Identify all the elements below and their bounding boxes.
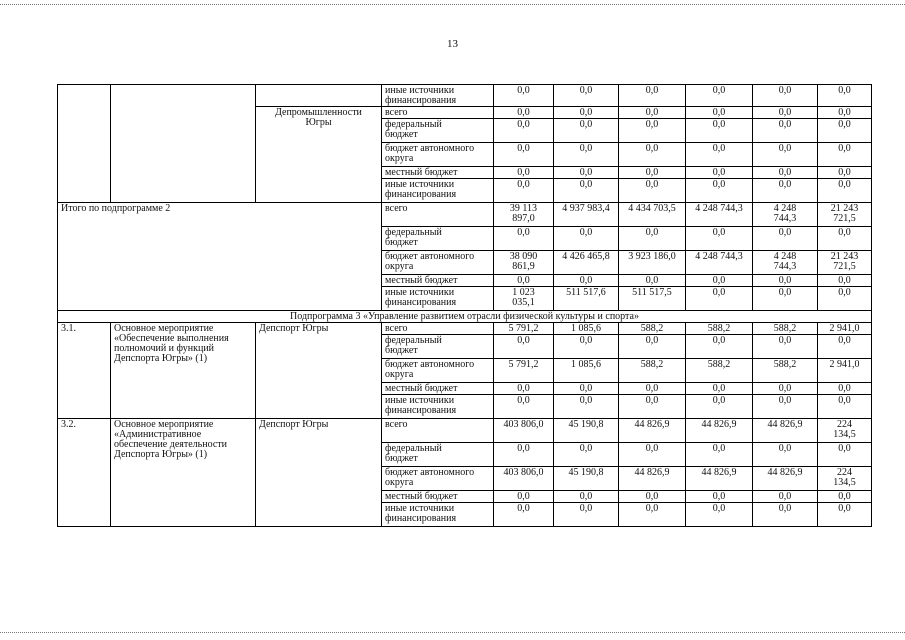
scan-edge-top xyxy=(0,4,905,6)
value-cell: 0,0 xyxy=(619,179,686,203)
value-cell: 0,0 xyxy=(753,275,818,287)
value-cell: 0,0 xyxy=(686,383,753,395)
value-cell: 0,0 xyxy=(686,167,753,179)
value-cell: 0,0 xyxy=(686,395,753,419)
value-cell: 4 248 744,3 xyxy=(686,251,753,275)
source-cell: местный бюджет xyxy=(382,383,494,395)
value-cell: 0,0 xyxy=(818,287,872,311)
source-cell: местный бюджет xyxy=(382,275,494,287)
source-cell: федеральный бюджет xyxy=(382,335,494,359)
table-row xyxy=(58,419,872,443)
value-cell: 511 517,6 xyxy=(554,287,619,311)
source-cell: всего xyxy=(382,419,494,443)
value-cell: 0,0 xyxy=(818,503,872,527)
value-cell: 5 791,2 xyxy=(494,359,554,383)
value-cell: 0,0 xyxy=(619,143,686,167)
value-cell: 0,0 xyxy=(753,287,818,311)
value-cell: 0,0 xyxy=(686,107,753,119)
source-cell: иные источники финансирования xyxy=(382,179,494,203)
item-name: Основное мероприятие «Обеспечение выполнения полномочий и функций Депспорта Югры» (1) xyxy=(111,323,256,419)
value-cell: 0,0 xyxy=(554,275,619,287)
financing-table xyxy=(57,84,872,527)
value-cell: 403 806,0 xyxy=(494,467,554,491)
section-row xyxy=(58,311,872,323)
value-cell: 0,0 xyxy=(494,143,554,167)
value-cell: 0,0 xyxy=(818,167,872,179)
value-cell: 4 248 744,3 xyxy=(753,203,818,227)
value-cell: 0,0 xyxy=(753,491,818,503)
scan-edge-bottom xyxy=(0,632,905,634)
executor-cell: Депромышленности Югры xyxy=(256,107,382,203)
value-cell: 0,0 xyxy=(619,503,686,527)
value-cell: 0,0 xyxy=(686,179,753,203)
value-cell: 0,0 xyxy=(753,383,818,395)
value-cell: 588,2 xyxy=(686,323,753,335)
value-cell: 45 190,8 xyxy=(554,467,619,491)
value-cell: 0,0 xyxy=(686,443,753,467)
value-cell: 0,0 xyxy=(686,491,753,503)
value-cell: 0,0 xyxy=(686,119,753,143)
value-cell: 224 134,5 xyxy=(818,419,872,443)
value-cell: 4 434 703,5 xyxy=(619,203,686,227)
value-cell: 1 023 035,1 xyxy=(494,287,554,311)
value-cell: 0,0 xyxy=(554,227,619,251)
value-cell: 0,0 xyxy=(494,179,554,203)
source-cell: бюджет автономного округа xyxy=(382,143,494,167)
source-cell: местный бюджет xyxy=(382,167,494,179)
source-cell: федеральный бюджет xyxy=(382,227,494,251)
value-cell: 2 941,0 xyxy=(818,323,872,335)
value-cell: 1 085,6 xyxy=(554,323,619,335)
value-cell: 0,0 xyxy=(818,107,872,119)
source-cell: бюджет автономного округа xyxy=(382,251,494,275)
value-cell: 588,2 xyxy=(753,359,818,383)
value-cell: 0,0 xyxy=(818,119,872,143)
source-cell: иные источники финансирования xyxy=(382,287,494,311)
table-body xyxy=(58,85,872,527)
value-cell: 0,0 xyxy=(753,119,818,143)
value-cell: 0,0 xyxy=(619,335,686,359)
value-cell: 0,0 xyxy=(554,383,619,395)
value-cell: 0,0 xyxy=(818,143,872,167)
value-cell: 588,2 xyxy=(619,323,686,335)
value-cell: 224 134,5 xyxy=(818,467,872,491)
source-cell: иные источники финансирования xyxy=(382,503,494,527)
value-cell: 0,0 xyxy=(494,335,554,359)
value-cell: 0,0 xyxy=(619,275,686,287)
value-cell: 4 248 744,3 xyxy=(686,203,753,227)
value-cell: 0,0 xyxy=(818,227,872,251)
source-cell: всего xyxy=(382,107,494,119)
value-cell: 4 248 744,3 xyxy=(753,251,818,275)
value-cell: 0,0 xyxy=(619,383,686,395)
value-cell: 0,0 xyxy=(554,119,619,143)
value-cell: 0,0 xyxy=(753,107,818,119)
source-cell: федеральный бюджет xyxy=(382,119,494,143)
value-cell: 0,0 xyxy=(619,443,686,467)
value-cell: 0,0 xyxy=(686,85,753,107)
value-cell: 0,0 xyxy=(686,227,753,251)
value-cell: 588,2 xyxy=(619,359,686,383)
value-cell: 21 243 721,5 xyxy=(818,251,872,275)
value-cell: 0,0 xyxy=(494,443,554,467)
value-cell: 0,0 xyxy=(818,275,872,287)
value-cell: 44 826,9 xyxy=(753,467,818,491)
source-cell: федеральный бюджет xyxy=(382,443,494,467)
value-cell: 0,0 xyxy=(818,491,872,503)
subtotal-label: Итого по подпрограмме 2 xyxy=(58,203,382,311)
value-cell: 0,0 xyxy=(494,119,554,143)
value-cell: 0,0 xyxy=(818,443,872,467)
value-cell: 0,0 xyxy=(753,335,818,359)
value-cell: 0,0 xyxy=(494,167,554,179)
value-cell: 0,0 xyxy=(619,85,686,107)
value-cell: 0,0 xyxy=(494,383,554,395)
value-cell: 0,0 xyxy=(494,85,554,107)
section-title: Подпрограмма 3 «Управление развитием отрасли физической культуры и спорта» xyxy=(58,311,872,323)
value-cell: 0,0 xyxy=(494,503,554,527)
value-cell: 0,0 xyxy=(554,179,619,203)
value-cell: 44 826,9 xyxy=(619,419,686,443)
value-cell: 0,0 xyxy=(686,143,753,167)
value-cell: 5 791,2 xyxy=(494,323,554,335)
value-cell: 0,0 xyxy=(818,383,872,395)
value-cell: 0,0 xyxy=(554,107,619,119)
value-cell: 0,0 xyxy=(494,491,554,503)
value-cell: 0,0 xyxy=(619,227,686,251)
value-cell: 45 190,8 xyxy=(554,419,619,443)
value-cell: 0,0 xyxy=(554,443,619,467)
value-cell: 44 826,9 xyxy=(686,467,753,491)
value-cell: 39 113 897,0 xyxy=(494,203,554,227)
source-cell: всего xyxy=(382,203,494,227)
value-cell: 38 090 861,9 xyxy=(494,251,554,275)
value-cell: 0,0 xyxy=(753,143,818,167)
value-cell: 0,0 xyxy=(686,275,753,287)
source-cell: иные источники финансирования xyxy=(382,395,494,419)
value-cell: 21 243 721,5 xyxy=(818,203,872,227)
item-executor: Депспорт Югры xyxy=(256,323,382,419)
value-cell: 0,0 xyxy=(619,491,686,503)
value-cell: 0,0 xyxy=(619,119,686,143)
value-cell: 0,0 xyxy=(554,85,619,107)
value-cell: 0,0 xyxy=(494,395,554,419)
table-row xyxy=(58,323,872,335)
value-cell: 0,0 xyxy=(753,503,818,527)
value-cell: 0,0 xyxy=(753,179,818,203)
table-row xyxy=(58,203,872,227)
value-cell: 3 923 186,0 xyxy=(619,251,686,275)
item-number: 3.2. xyxy=(58,419,111,527)
measure-name-cell xyxy=(111,85,256,203)
value-cell: 0,0 xyxy=(554,167,619,179)
value-cell: 0,0 xyxy=(753,443,818,467)
value-cell: 0,0 xyxy=(686,287,753,311)
value-cell: 0,0 xyxy=(494,275,554,287)
source-cell: бюджет автономного округа xyxy=(382,359,494,383)
item-executor: Депспорт Югры xyxy=(256,419,382,527)
source-cell: всего xyxy=(382,323,494,335)
value-cell: 0,0 xyxy=(554,503,619,527)
value-cell: 0,0 xyxy=(619,107,686,119)
value-cell: 0,0 xyxy=(818,85,872,107)
value-cell: 0,0 xyxy=(818,395,872,419)
source-cell: местный бюджет xyxy=(382,491,494,503)
value-cell: 0,0 xyxy=(686,503,753,527)
value-cell: 511 517,5 xyxy=(619,287,686,311)
value-cell: 0,0 xyxy=(619,167,686,179)
value-cell: 403 806,0 xyxy=(494,419,554,443)
value-cell: 44 826,9 xyxy=(686,419,753,443)
value-cell: 0,0 xyxy=(753,167,818,179)
value-cell: 0,0 xyxy=(554,143,619,167)
source-cell: бюджет автономного округа xyxy=(382,467,494,491)
value-cell: 0,0 xyxy=(494,107,554,119)
value-cell: 4 937 983,4 xyxy=(554,203,619,227)
executor-cell xyxy=(256,85,382,107)
value-cell: 0,0 xyxy=(818,335,872,359)
value-cell: 0,0 xyxy=(494,227,554,251)
row-number-cell xyxy=(58,85,111,203)
value-cell: 1 085,6 xyxy=(554,359,619,383)
table-row xyxy=(58,85,872,107)
item-number: 3.1. xyxy=(58,323,111,419)
item-name: Основное мероприятие «Административное обеспечение деятельности Депспорта Югры» (1) xyxy=(111,419,256,527)
source-cell: иные источники финансирования xyxy=(382,85,494,107)
value-cell: 0,0 xyxy=(753,85,818,107)
value-cell: 588,2 xyxy=(686,359,753,383)
value-cell: 44 826,9 xyxy=(753,419,818,443)
value-cell: 0,0 xyxy=(619,395,686,419)
value-cell: 2 941,0 xyxy=(818,359,872,383)
value-cell: 0,0 xyxy=(753,395,818,419)
value-cell: 4 426 465,8 xyxy=(554,251,619,275)
value-cell: 0,0 xyxy=(554,395,619,419)
value-cell: 0,0 xyxy=(554,491,619,503)
value-cell: 0,0 xyxy=(753,227,818,251)
value-cell: 0,0 xyxy=(686,335,753,359)
value-cell: 588,2 xyxy=(753,323,818,335)
value-cell: 0,0 xyxy=(818,179,872,203)
value-cell: 0,0 xyxy=(554,335,619,359)
value-cell: 44 826,9 xyxy=(619,467,686,491)
page-number: 13 xyxy=(447,38,458,50)
